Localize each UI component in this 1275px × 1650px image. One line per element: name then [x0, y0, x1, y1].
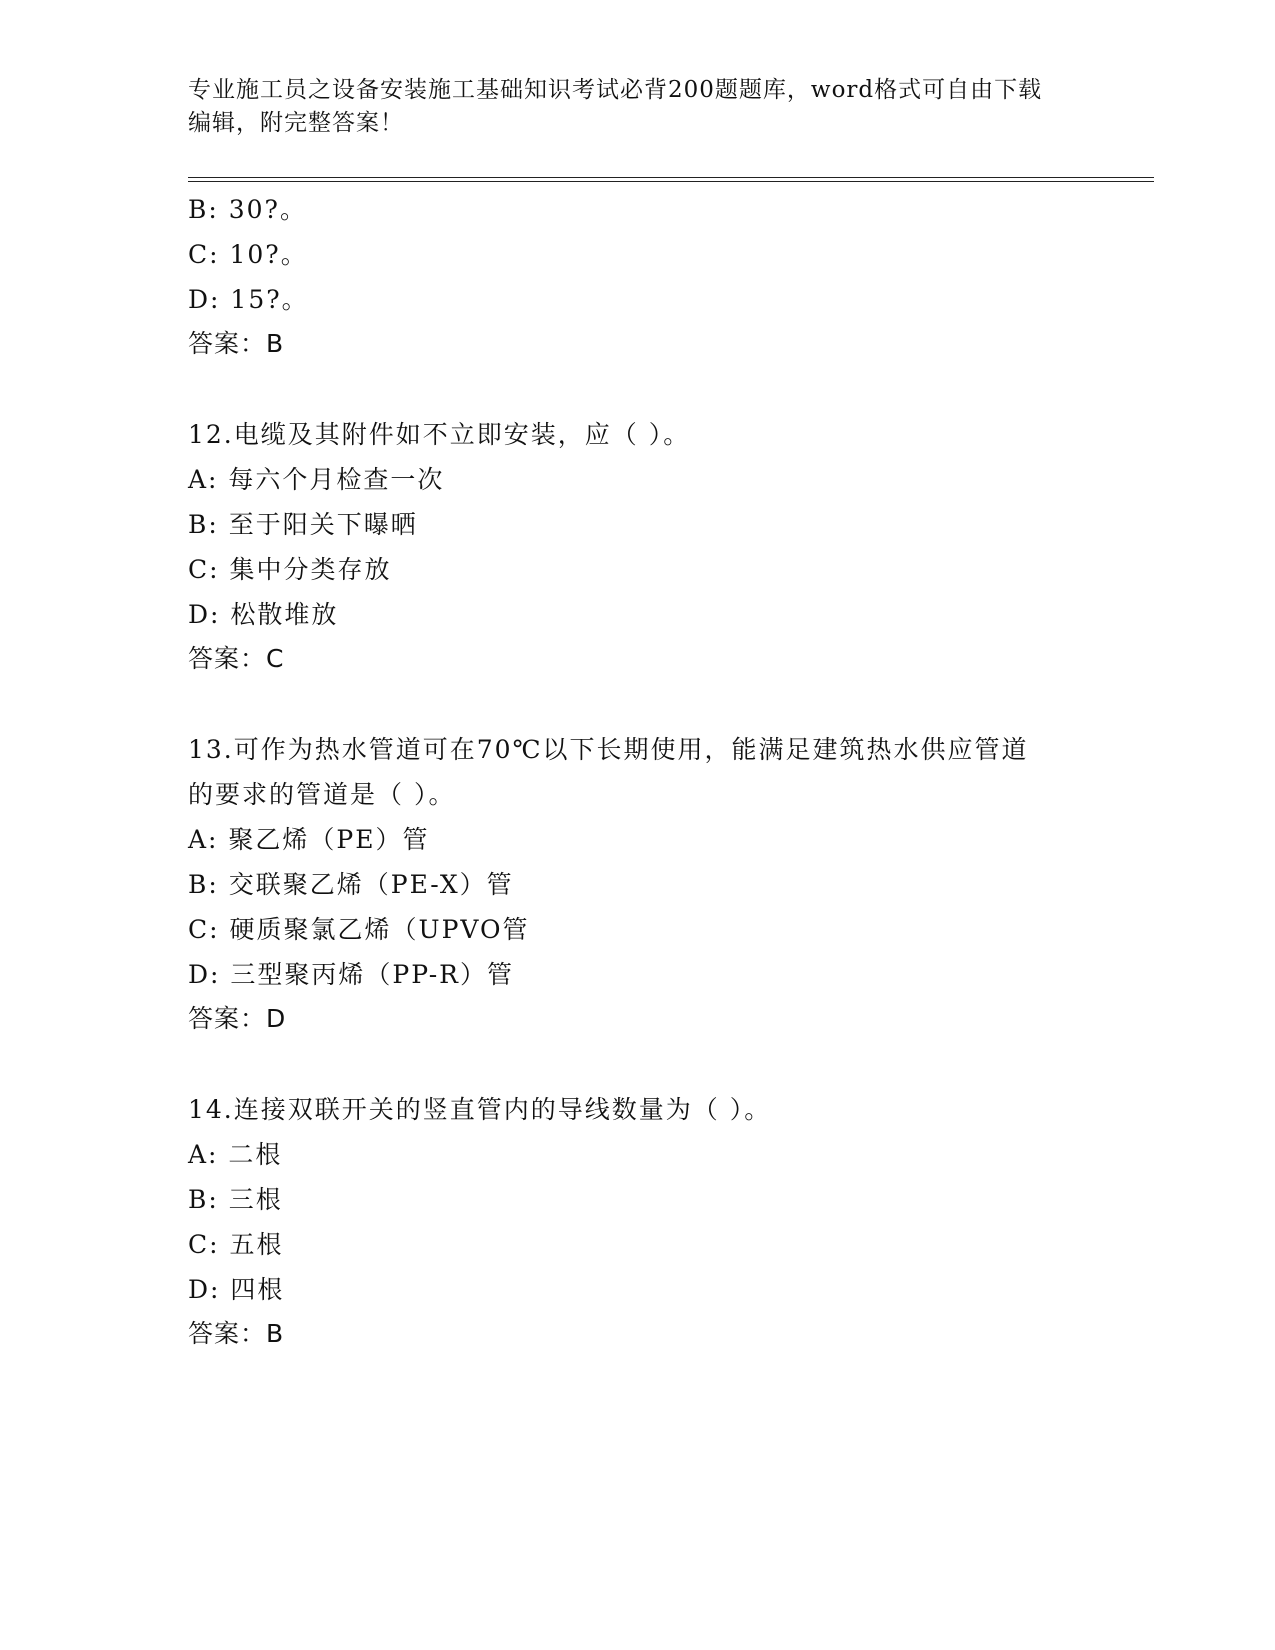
q14-answer: 答案：B	[188, 1319, 285, 1348]
q12-option-a: A: 每六个月检查一次	[188, 465, 445, 494]
q12-question: 12.电缆及其附件如不立即安装，应（ ）。	[188, 420, 691, 449]
q14-option-b: B: 三根	[188, 1185, 283, 1214]
header-divider-top	[188, 177, 1154, 178]
q13-option-b: B: 交联聚乙烯（PE-X）管	[188, 870, 514, 899]
q11-option-d: D: 15?。	[188, 285, 309, 314]
q14-option-d: D: 四根	[188, 1275, 285, 1304]
q13-question-line-1: 13.可作为热水管道可在70℃以下长期使用，能满足建筑热水供应管道	[188, 735, 1029, 764]
header-title-line-2: 编辑，附完整答案！	[188, 110, 404, 136]
q14-question: 14.连接双联开关的竖直管内的导线数量为（ ）。	[188, 1095, 772, 1124]
q14-option-c: C: 五根	[188, 1230, 284, 1259]
q13-answer: 答案：D	[188, 1004, 287, 1033]
q11-option-b: B: 30?。	[188, 195, 307, 224]
document-header	[188, 74, 1088, 140]
header-title-line-1: 专业施工员之设备安装施工基础知识考试必背200题题库，word格式可自由下载	[188, 77, 1043, 103]
q13-option-d: D: 三型聚丙烯（PP-R）管	[188, 960, 514, 989]
q11-option-c: C: 10?。	[188, 240, 308, 269]
q14-option-a: A: 二根	[188, 1140, 283, 1169]
q12-answer: 答案：C	[188, 644, 285, 673]
header-divider-bottom	[188, 181, 1154, 182]
q13-question-line-2: 的要求的管道是（ ）。	[188, 780, 456, 809]
q13-option-a: A: 聚乙烯（PE）管	[188, 825, 430, 854]
q13-option-c: C: 硬质聚氯乙烯（UPVO管	[188, 915, 530, 944]
q12-option-b: B: 至于阳关下曝晒	[188, 510, 418, 539]
q11-answer: 答案：B	[188, 329, 285, 358]
q12-option-c: C: 集中分类存放	[188, 555, 392, 584]
q12-option-d: D: 松散堆放	[188, 600, 339, 629]
